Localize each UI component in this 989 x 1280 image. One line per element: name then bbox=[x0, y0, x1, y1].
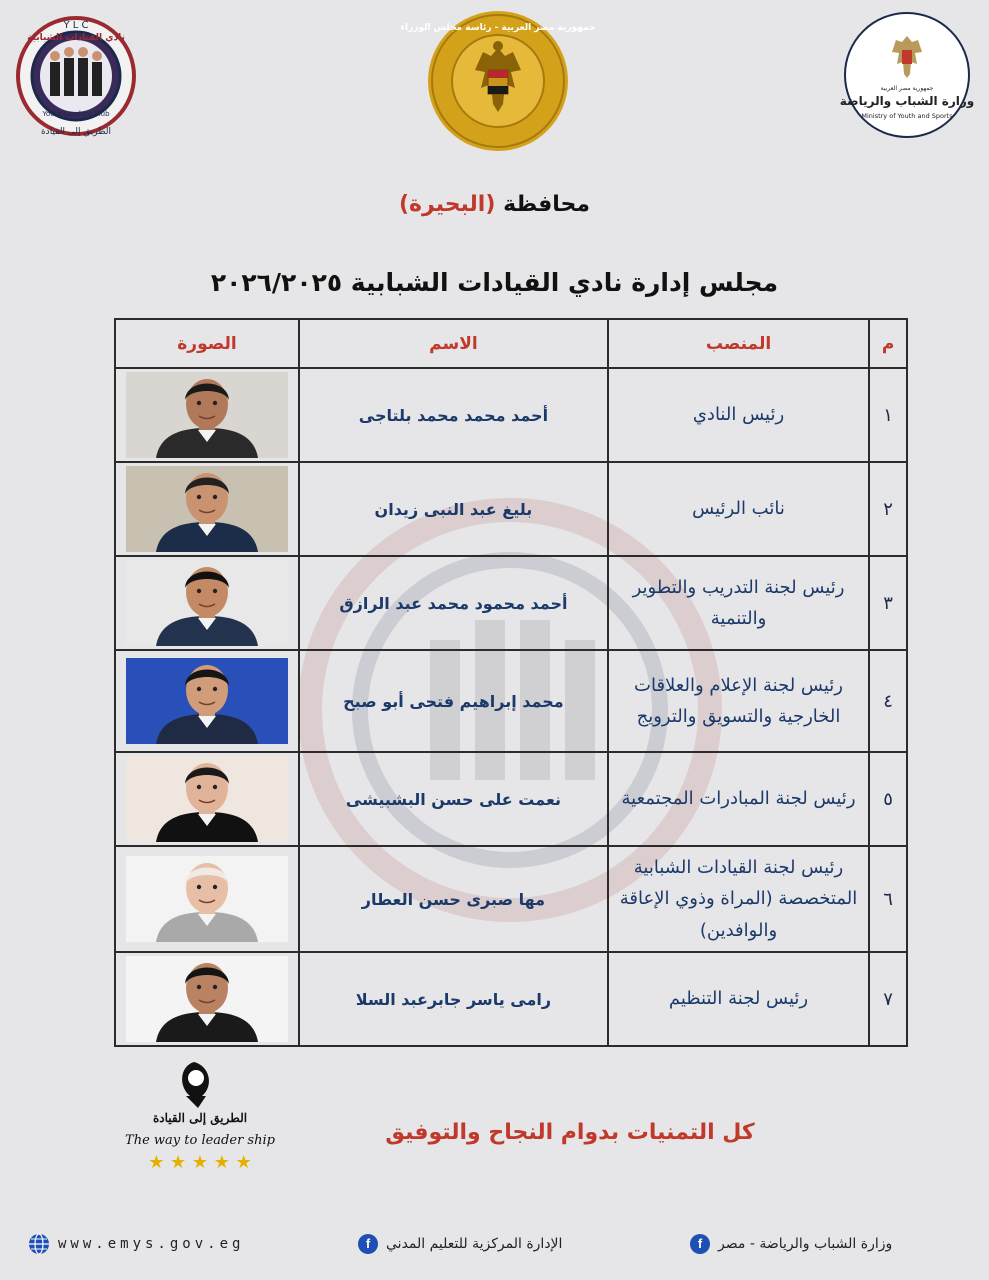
member-name: رامى ياسر جابرعبد السلا bbox=[299, 952, 608, 1046]
member-photo bbox=[126, 560, 288, 646]
svg-text:Youth Leaders Club: Youth Leaders Club bbox=[42, 110, 110, 118]
facebook-icon[interactable]: f bbox=[690, 1234, 710, 1254]
table-header-row bbox=[115, 319, 907, 368]
header-position: المنصب bbox=[608, 319, 869, 368]
member-photo-cell bbox=[115, 368, 299, 462]
globe-icon bbox=[28, 1233, 50, 1255]
header-photo: الصورة bbox=[115, 319, 299, 368]
table-row bbox=[115, 556, 907, 650]
member-position: رئيس لجنة القيادات الشبابية المتخصصة (المراة وذوي الإعاقة والوافدين) bbox=[608, 846, 869, 952]
governorate-title bbox=[0, 192, 989, 217]
member-photo bbox=[126, 756, 288, 842]
footer-central-admin[interactable] bbox=[358, 1232, 562, 1256]
member-number: ٣ bbox=[869, 556, 907, 650]
governorate-label: محافظة bbox=[503, 192, 590, 217]
member-number: ٧ bbox=[869, 952, 907, 1046]
table-row bbox=[115, 650, 907, 752]
svg-text:The way to leader ship: The way to leader ship bbox=[125, 1133, 275, 1148]
svg-text:الطريق إلى القيادة: الطريق إلى القيادة bbox=[152, 1111, 248, 1125]
member-position: رئيس لجنة المبادرات المجتمعية bbox=[608, 752, 869, 846]
header-name: الاسم bbox=[299, 319, 608, 368]
header-num: م bbox=[869, 319, 907, 368]
footer-website[interactable] bbox=[28, 1232, 244, 1256]
member-name: أحمد محمد محمد بلتاجى bbox=[299, 368, 608, 462]
ministry-footer-label: وزارة الشباب والرياضة - مصر bbox=[718, 1236, 893, 1252]
table-row bbox=[115, 462, 907, 556]
member-position: نائب الرئيس bbox=[608, 462, 869, 556]
table-row bbox=[115, 952, 907, 1046]
footer-ministry[interactable] bbox=[690, 1232, 892, 1256]
egypt-eagle-seal bbox=[400, 8, 596, 154]
member-position: رئيس النادي bbox=[608, 368, 869, 462]
svg-text:جمهورية مصر العربية: جمهورية مصر العربية bbox=[880, 85, 934, 92]
member-name: مها صبرى حسن العطار bbox=[299, 846, 608, 952]
member-position: رئيس لجنة الإعلام والعلاقات الخارجية والتسويق والترويج bbox=[608, 650, 869, 752]
member-photo bbox=[126, 856, 288, 942]
member-photo bbox=[126, 658, 288, 744]
member-number: ٦ bbox=[869, 846, 907, 952]
member-photo-cell bbox=[115, 556, 299, 650]
svg-text:نادي القيادات الشبابية: نادي القيادات الشبابية bbox=[27, 33, 125, 43]
member-name: محمد إبراهيم فتحى أبو صبح bbox=[299, 650, 608, 752]
member-name: بليغ عبد النبى زيدان bbox=[299, 462, 608, 556]
member-number: ٤ bbox=[869, 650, 907, 752]
table-row bbox=[115, 752, 907, 846]
way-to-leadership-logo bbox=[120, 1052, 280, 1182]
member-number: ٥ bbox=[869, 752, 907, 846]
board-title: مجلس إدارة نادي القيادات الشبابية ٢٠٢٦/٢٠٢٥ bbox=[210, 268, 779, 297]
member-photo-cell bbox=[115, 952, 299, 1046]
member-number: ٢ bbox=[869, 462, 907, 556]
website-link[interactable]: www.emys.gov.eg bbox=[58, 1236, 245, 1252]
member-photo bbox=[126, 956, 288, 1042]
central-admin-label: الإدارة المركزية للتعليم المدني bbox=[386, 1236, 563, 1252]
member-photo-cell bbox=[115, 650, 299, 752]
ministry-logo bbox=[839, 10, 975, 140]
member-photo bbox=[126, 466, 288, 552]
member-position: رئيس لجنة التنظيم bbox=[608, 952, 869, 1046]
svg-text:جمهورية مصر العربية - رئاسة مج: جمهورية مصر العربية - رئاسة مجلس الوزراء bbox=[400, 23, 596, 33]
table-row bbox=[115, 368, 907, 462]
member-photo-cell bbox=[115, 752, 299, 846]
svg-text:Ministry of Youth and Sports: Ministry of Youth and Sports bbox=[861, 112, 953, 120]
svg-text:★ ★ ★ ★ ★: ★ ★ ★ ★ ★ bbox=[148, 1152, 252, 1173]
member-number: ١ bbox=[869, 368, 907, 462]
closing-wish: كل التمنيات بدوام النجاح والتوفيق bbox=[385, 1120, 755, 1145]
table-row bbox=[115, 846, 907, 952]
member-name: أحمد محمود محمد عبد الرازق bbox=[299, 556, 608, 650]
member-photo-cell bbox=[115, 846, 299, 952]
svg-text:وزارة الشباب والرياضة: وزارة الشباب والرياضة bbox=[839, 94, 975, 108]
svg-text:الطريق إلى القيادة: الطريق إلى القيادة bbox=[40, 127, 112, 137]
svg-text:Y L C: Y L C bbox=[63, 20, 89, 31]
facebook-icon[interactable]: f bbox=[358, 1234, 378, 1254]
member-position: رئيس لجنة التدريب والتطوير والتنمية bbox=[608, 556, 869, 650]
member-name: نعمت على حسن البشبيشى bbox=[299, 752, 608, 846]
ylc-logo bbox=[14, 14, 138, 138]
members-table bbox=[114, 318, 908, 1047]
member-photo bbox=[126, 372, 288, 458]
footer bbox=[0, 1232, 989, 1258]
governorate-name: (البحيرة) bbox=[398, 192, 496, 217]
member-photo-cell bbox=[115, 462, 299, 556]
